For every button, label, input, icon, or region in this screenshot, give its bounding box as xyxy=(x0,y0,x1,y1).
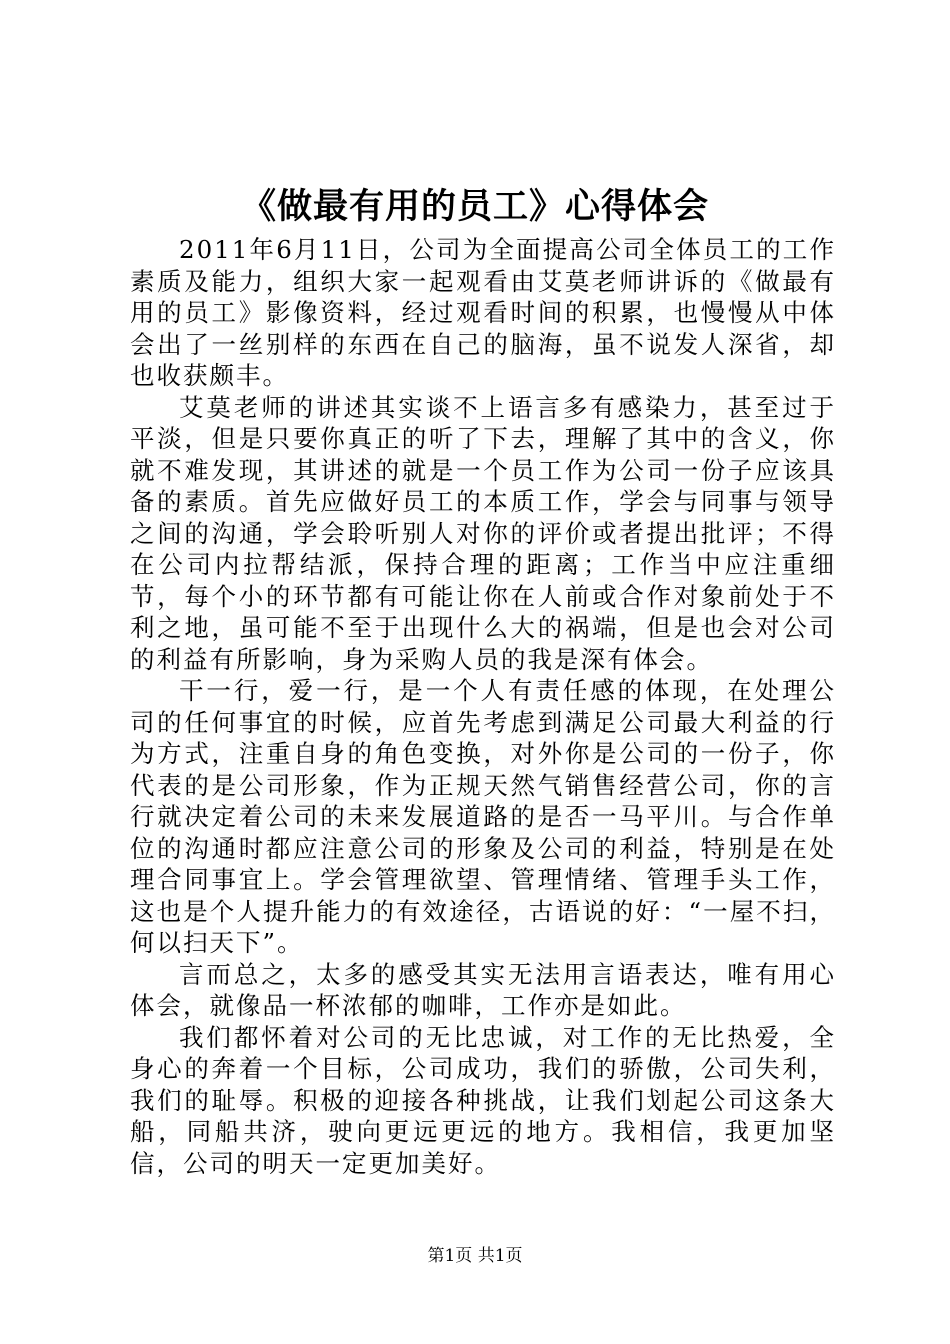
paragraph: 2011年6月11日，公司为全面提高公司全体员工的工作素质及能力，组织大家一起观看由艾莫老师讲诉的《做最有用的员工》影像资料，经过观看时间的积累，也慢慢从中体会出了一丝别样的东西在自己的脑海，虽不说发人深省，却也收获颇丰。 xyxy=(130,235,836,390)
page-number-footer: 第1页 共1页 xyxy=(427,1246,523,1266)
paragraph: 我们都怀着对公司的无比忠诚，对工作的无比热爱，全身心的奔着一个目标，公司成功，我们的骄傲，公司失利，我们的耻辱。积极的迎接各种挑战，让我们划起公司这条大船，同船共济，驶向更远更远的地方。我相信，我更加坚信，公司的明天一定更加美好。 xyxy=(130,1022,836,1178)
paragraph: 干一行，爱一行，是一个人有责任感的体现，在处理公司的任何事宜的时候，应首先考虑到满足公司最大利益的行为方式，注重自身的角色变换，对外你是公司的一份子，你代表的是公司形象，作为正规天然气销售经营公司，你的言行就决定着公司的未来发展道路的是否一马平川。与合作单位的沟通时都应注意公司的形象及公司的利益，特别是在处理合同事宜上。学会管理欲望、管理情绪、管理手头工作，这也是个人提升能力的有效途径，古语说的好：“一屋不扫，何以扫天下”。 xyxy=(130,676,836,957)
document-body xyxy=(130,234,836,1179)
paragraph: 言而总之，太多的感受其实无法用言语表达，唯有用心体会，就像品一杯浓郁的咖啡，工作亦是如此。 xyxy=(130,959,836,1020)
document-title: 《做最有用的员工》心得体会 xyxy=(240,186,709,227)
paragraph: 艾莫老师的讲述其实谈不上语言多有感染力，甚至过于平淡，但是只要你真正的听了下去，理解了其中的含义，你就不难发现，其讲述的就是一个员工作为公司一份子应该具备的素质。首先应做好员工的本质工作，学会与同事与领导之间的沟通，学会聆听别人对你的评价或者提出批评；不得在公司内拉帮结派，保持合理的距离；工作当中应注重细节，每个小的环节都有可能让你在人前或合作对象前处于不利之地，虽可能不至于出现什么大的祸端，但是也会对公司的利益有所影响，身为采购人员的我是深有体会。 xyxy=(130,392,836,674)
